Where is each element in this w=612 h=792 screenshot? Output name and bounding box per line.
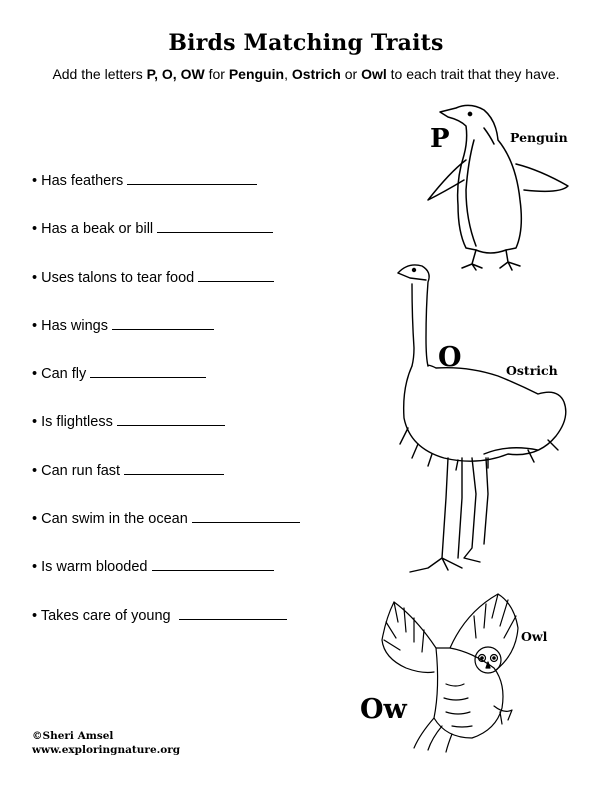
answer-blank[interactable]: [152, 556, 274, 571]
answer-blank[interactable]: [124, 460, 224, 475]
trait-item: [32, 315, 300, 363]
instructions-letters: P, O, OW: [146, 66, 205, 82]
penguin-illustration: [420, 100, 580, 275]
answer-blank[interactable]: [90, 363, 206, 378]
answer-blank[interactable]: [179, 605, 287, 620]
instructions-text-4: or: [340, 66, 362, 82]
instructions-penguin: Penguin: [228, 66, 285, 82]
answer-blank[interactable]: [198, 267, 274, 282]
trait-label: • Has wings: [32, 317, 108, 334]
trait-label: • Has a beak or bill: [32, 221, 154, 238]
trait-item: [32, 363, 300, 411]
trait-label: • Is flightless: [32, 414, 113, 431]
trait-label: • Takes care of young: [32, 607, 171, 624]
instructions-text-2: for: [204, 66, 229, 82]
trait-item: [32, 411, 300, 459]
ostrich-name: Ostrich: [506, 363, 558, 378]
copyright-text: ©Sheri Amsel: [32, 730, 114, 742]
instructions: [0, 66, 612, 82]
trait-item: [32, 267, 300, 315]
penguin-name: Penguin: [510, 130, 568, 145]
website-link[interactable]: www.exploringnature.org: [32, 744, 181, 756]
instructions-text-1: Add the letters: [52, 66, 147, 82]
trait-label: • Can fly: [32, 366, 87, 383]
trait-label: • Uses talons to tear food: [32, 269, 195, 286]
answer-blank[interactable]: [117, 411, 225, 426]
trait-label: • Can swim in the ocean: [32, 511, 188, 528]
instructions-text-5: to each trait that they have.: [386, 66, 560, 82]
owl-letter: Ow: [360, 694, 407, 725]
ostrich-letter: O: [438, 342, 462, 373]
penguin-letter: P: [430, 124, 450, 154]
answer-blank[interactable]: [112, 315, 214, 330]
trait-label: • Has feathers: [32, 173, 124, 189]
owl-illustration: [376, 588, 526, 753]
trait-item: [32, 170, 300, 218]
instructions-owl: Owl: [361, 66, 387, 82]
trait-list: [32, 170, 300, 653]
owl-name: Owl: [521, 629, 548, 644]
footer: [32, 729, 180, 757]
trait-label: • Is warm blooded: [32, 559, 148, 576]
instructions-text-3: ,: [284, 66, 292, 82]
trait-label: • Can run fast: [32, 462, 121, 479]
answer-blank[interactable]: [192, 508, 300, 523]
ostrich-illustration: [388, 258, 578, 583]
answer-blank[interactable]: [157, 218, 273, 233]
trait-item: [32, 605, 300, 653]
trait-item: [32, 508, 300, 556]
worksheet-title: Birds Matching Traits: [168, 30, 444, 56]
instructions-ostrich: Ostrich: [291, 66, 341, 82]
trait-item: [32, 556, 300, 604]
trait-item: [32, 218, 300, 266]
trait-item: [32, 460, 300, 508]
answer-blank[interactable]: [127, 170, 257, 185]
